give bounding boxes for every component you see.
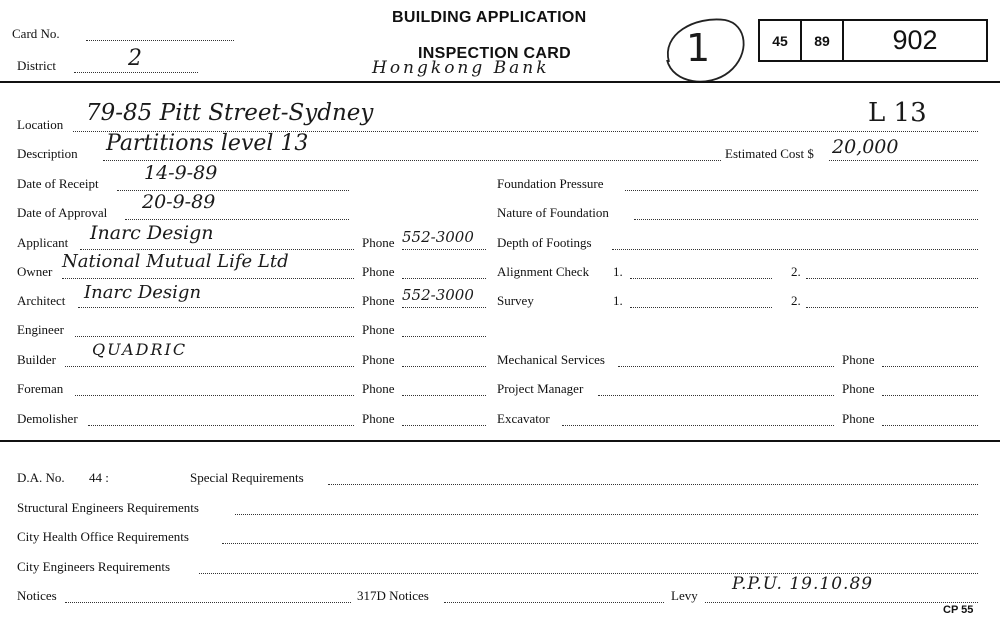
depth-footings-field[interactable] [612, 249, 978, 250]
title-line-2: INSPECTION CARD [418, 45, 571, 62]
city-engineers-label: City Engineers Requirements [17, 559, 171, 574]
owner-value: National Mutual Life Ltd [62, 251, 289, 272]
architect-phone-value: 552-3000 [402, 286, 474, 304]
mechanical-field[interactable] [618, 366, 834, 367]
da-no-label: D.A. No. [17, 470, 65, 485]
applicant-phone-value: 552-3000 [402, 228, 474, 246]
architect-phone-field[interactable] [402, 307, 486, 308]
title-line-1: BUILDING APPLICATION [392, 9, 587, 26]
district-field[interactable] [74, 72, 198, 73]
builder-value: QUADRIC [92, 340, 188, 359]
foreman-phone-label: Phone [362, 381, 395, 396]
form-code: CP 55 [943, 604, 974, 616]
structural-label: Structural Engineers Requirements [17, 500, 199, 515]
date-approval-label: Date of Approval [17, 205, 108, 220]
owner-label: Owner [17, 264, 53, 279]
owner-phone-field[interactable] [402, 278, 486, 279]
survey-label: Survey [497, 293, 534, 308]
engineer-label: Engineer [17, 322, 64, 337]
builder-phone-field[interactable] [402, 366, 486, 367]
architect-label: Architect [17, 293, 66, 308]
foundation-pressure-field[interactable] [625, 190, 978, 191]
engineer-phone-label: Phone [362, 322, 395, 337]
foreman-field[interactable] [75, 395, 354, 396]
box-cell-2: 89 [802, 21, 844, 60]
description-label: Description [17, 146, 78, 161]
owner-field[interactable] [62, 278, 354, 279]
levy-label: Levy [671, 588, 698, 603]
card-no-label: Card No. [12, 26, 60, 41]
nature-foundation-field[interactable] [634, 219, 978, 220]
project-manager-phone-label: Phone [842, 381, 875, 396]
structural-field[interactable] [235, 514, 978, 515]
engineer-phone-field[interactable] [402, 336, 486, 337]
demolisher-phone-label: Phone [362, 411, 395, 426]
location-value: 79-85 Pitt Street-Sydney [86, 100, 374, 126]
applicant-label: Applicant [17, 235, 69, 250]
card-number-box [758, 19, 988, 62]
date-approval-field[interactable] [125, 219, 349, 220]
builder-field[interactable] [65, 366, 354, 367]
levy-value: P.P.U. 19.10.89 [732, 574, 874, 594]
da-no-value: 44 : [89, 470, 109, 485]
health-field[interactable] [222, 543, 978, 544]
foreman-label: Foreman [17, 381, 64, 396]
survey-num-1: 1. [613, 293, 623, 308]
estimated-cost-field[interactable] [829, 160, 978, 161]
demolisher-label: Demolisher [17, 411, 78, 426]
section-rule [0, 440, 1000, 442]
circled-number: 1 [686, 26, 711, 70]
handwritten-bank-name: Hongkong Bank [372, 58, 550, 78]
alignment-num-1: 1. [613, 264, 623, 279]
mechanical-label: Mechanical Services [497, 352, 605, 367]
project-manager-field[interactable] [598, 395, 834, 396]
date-approval-value: 20-9-89 [142, 191, 216, 213]
alignment-check-label: Alignment Check [497, 264, 590, 279]
location-ref: L 13 [868, 98, 927, 128]
architect-phone-label: Phone [362, 293, 395, 308]
mechanical-phone-field[interactable] [882, 366, 978, 367]
levy-field[interactable] [705, 602, 978, 603]
architect-field[interactable] [78, 307, 354, 308]
alignment-field-2[interactable] [806, 278, 978, 279]
engineer-field[interactable] [75, 336, 354, 337]
header-rule [0, 81, 1000, 83]
nature-foundation-label: Nature of Foundation [497, 205, 609, 220]
applicant-field[interactable] [80, 249, 354, 250]
applicant-value: Inarc Design [90, 222, 214, 244]
description-value: Partitions level 13 [106, 131, 309, 156]
survey-num-2: 2. [791, 293, 801, 308]
depth-footings-label: Depth of Footings [497, 235, 592, 250]
date-receipt-label: Date of Receipt [17, 176, 99, 191]
notices-field[interactable] [65, 602, 351, 603]
district-value: 2 [128, 46, 142, 71]
health-label: City Health Office Requirements [17, 529, 189, 544]
demolisher-field[interactable] [88, 425, 354, 426]
date-receipt-value: 14-9-89 [144, 162, 218, 184]
foundation-pressure-label: Foundation Pressure [497, 176, 604, 191]
alignment-num-2: 2. [791, 264, 801, 279]
estimated-cost-label: Estimated Cost $ [725, 146, 814, 161]
builder-label: Builder [17, 352, 56, 367]
description-field[interactable] [103, 160, 721, 161]
owner-phone-label: Phone [362, 264, 395, 279]
excavator-phone-field[interactable] [882, 425, 978, 426]
estimated-cost-value: 20,000 [832, 136, 899, 158]
survey-field-1[interactable] [630, 307, 772, 308]
builder-phone-label: Phone [362, 352, 395, 367]
notices-317d-field[interactable] [444, 602, 664, 603]
excavator-label: Excavator [497, 411, 550, 426]
alignment-field-1[interactable] [630, 278, 772, 279]
project-manager-phone-field[interactable] [882, 395, 978, 396]
architect-value: Inarc Design [84, 282, 202, 303]
district-label: District [17, 58, 56, 73]
card-no-field[interactable] [86, 40, 234, 41]
applicant-phone-field[interactable] [402, 249, 486, 250]
excavator-phone-label: Phone [842, 411, 875, 426]
box-cell-1: 45 [760, 21, 802, 60]
notices-label: Notices [17, 588, 57, 603]
special-requirements-label: Special Requirements [190, 470, 304, 485]
special-requirements-field[interactable] [328, 484, 978, 485]
mechanical-phone-label: Phone [842, 352, 875, 367]
box-card-number: 902 [892, 25, 938, 55]
survey-field-2[interactable] [806, 307, 978, 308]
demolisher-phone-field[interactable] [402, 425, 486, 426]
applicant-phone-label: Phone [362, 235, 395, 250]
notices-317d-label: 317D Notices [357, 588, 429, 603]
foreman-phone-field[interactable] [402, 395, 486, 396]
excavator-field[interactable] [562, 425, 834, 426]
location-label: Location [17, 117, 64, 132]
project-manager-label: Project Manager [497, 381, 584, 396]
